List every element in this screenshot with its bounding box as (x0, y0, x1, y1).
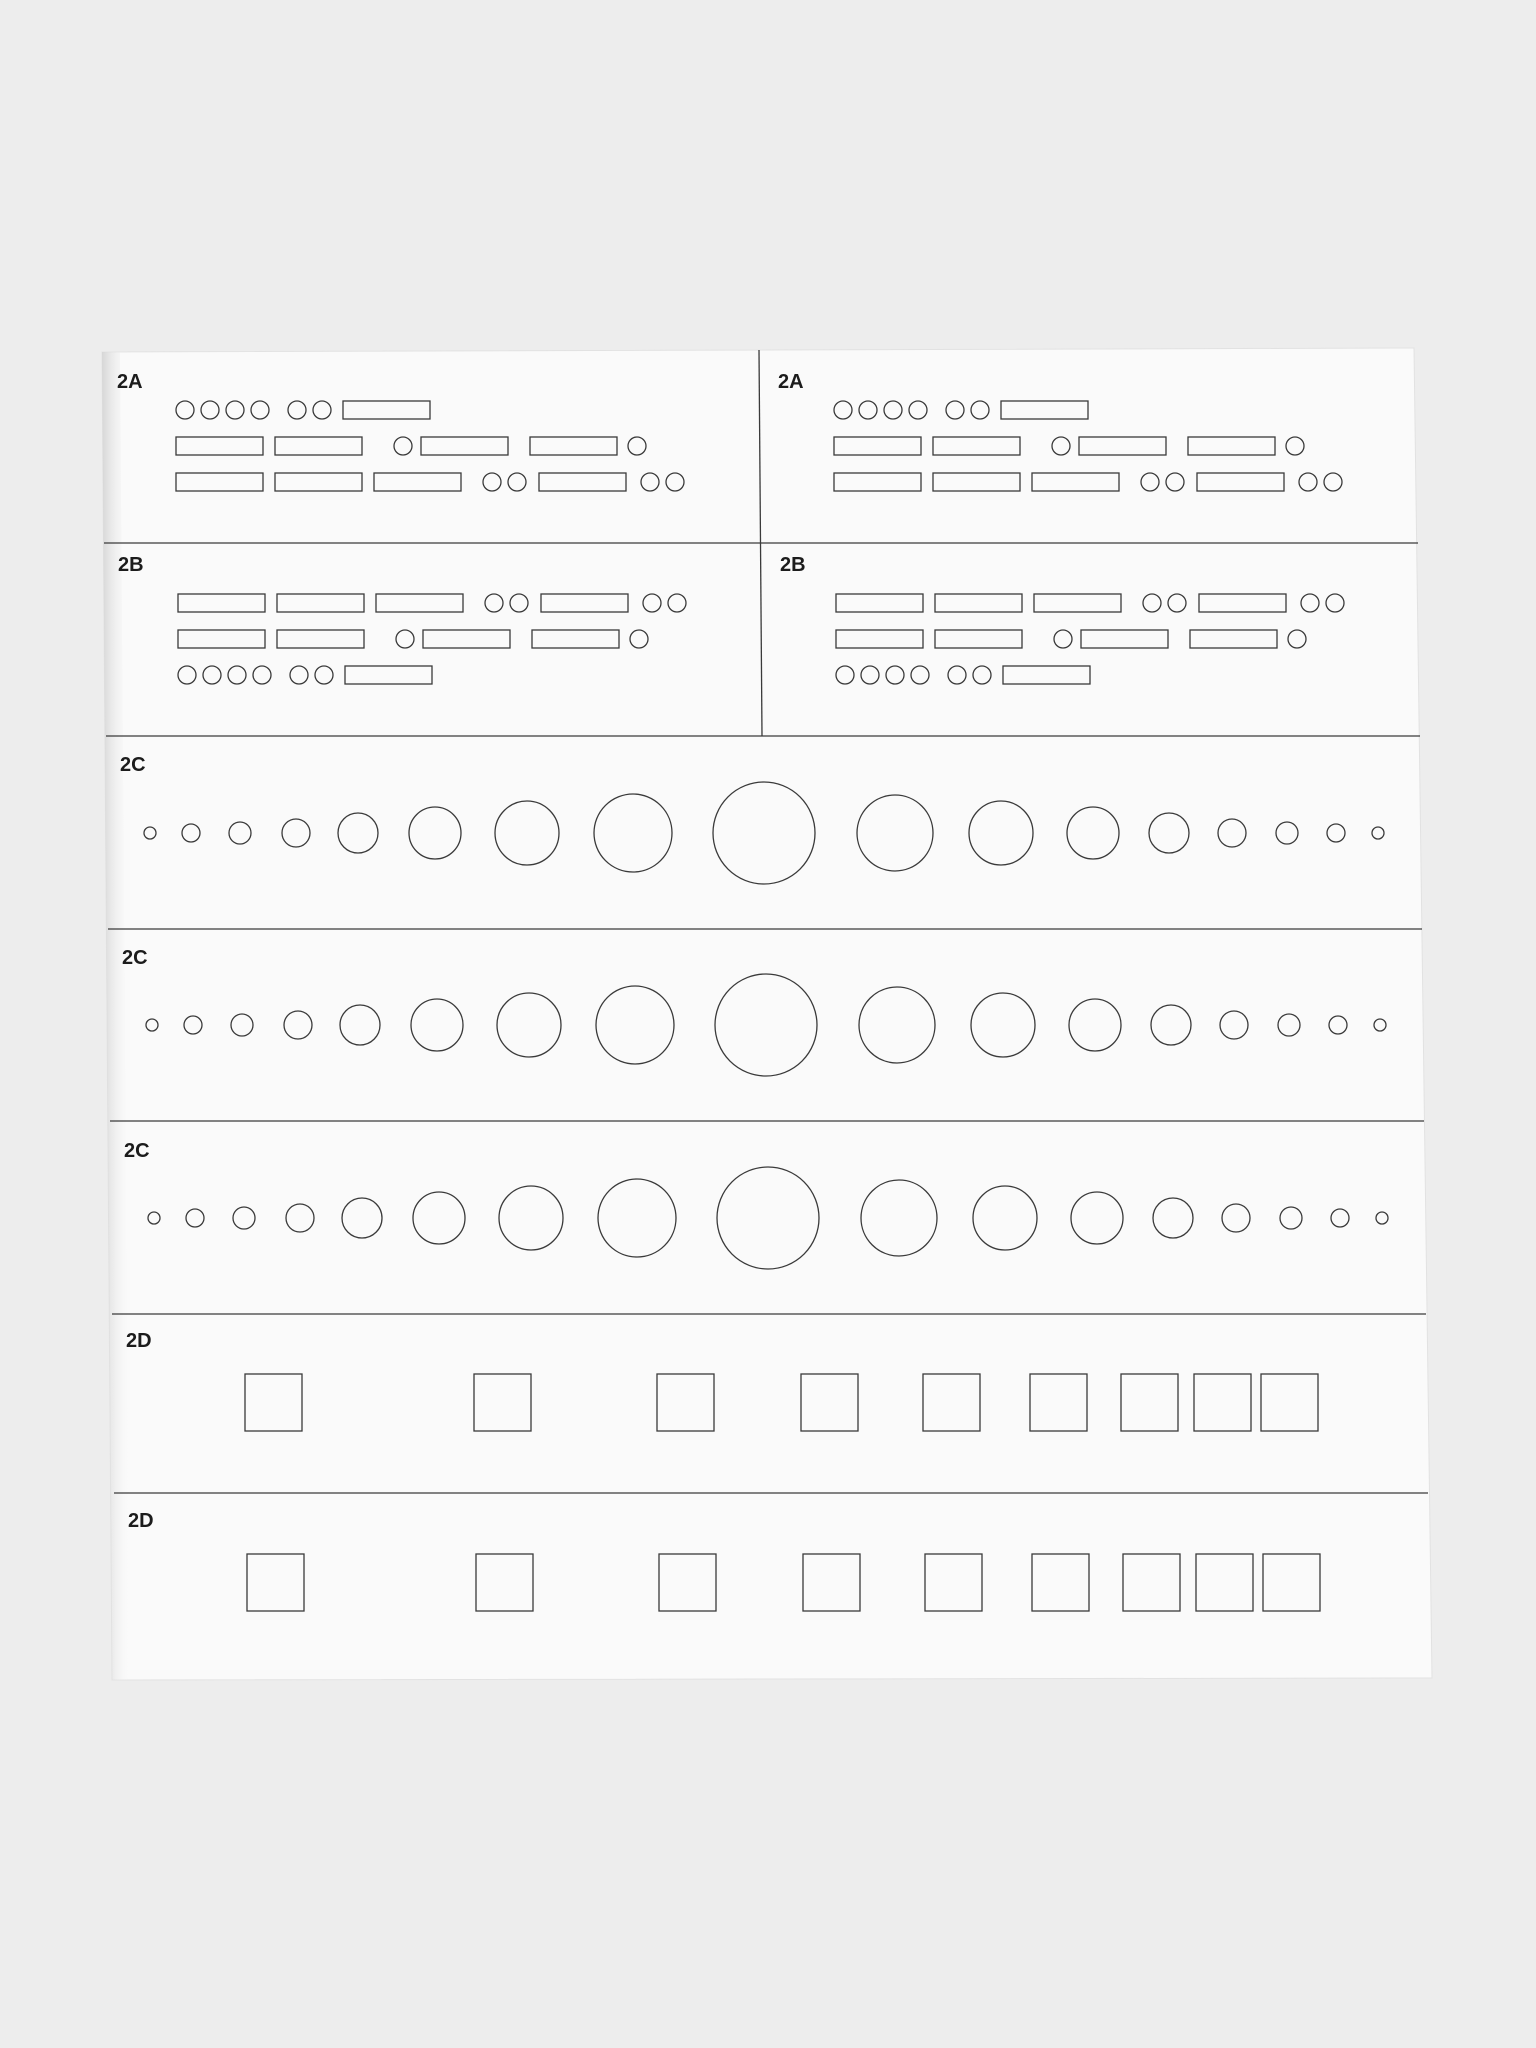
panel-label-2b-left: 2B (118, 554, 144, 576)
panel-label-2c-third: 2C (124, 1140, 150, 1162)
panel-label-2a-left: 2A (117, 371, 143, 393)
panel-label-2c-second: 2C (122, 947, 148, 969)
panel-label-2d-second: 2D (128, 1510, 154, 1532)
panel-label-2c-first: 2C (120, 754, 146, 776)
panel-label-2d-first: 2D (126, 1330, 152, 1352)
panel-label-2a-right: 2A (778, 371, 804, 393)
panel-label-2b-right: 2B (780, 554, 806, 576)
paper (102, 348, 1432, 1680)
